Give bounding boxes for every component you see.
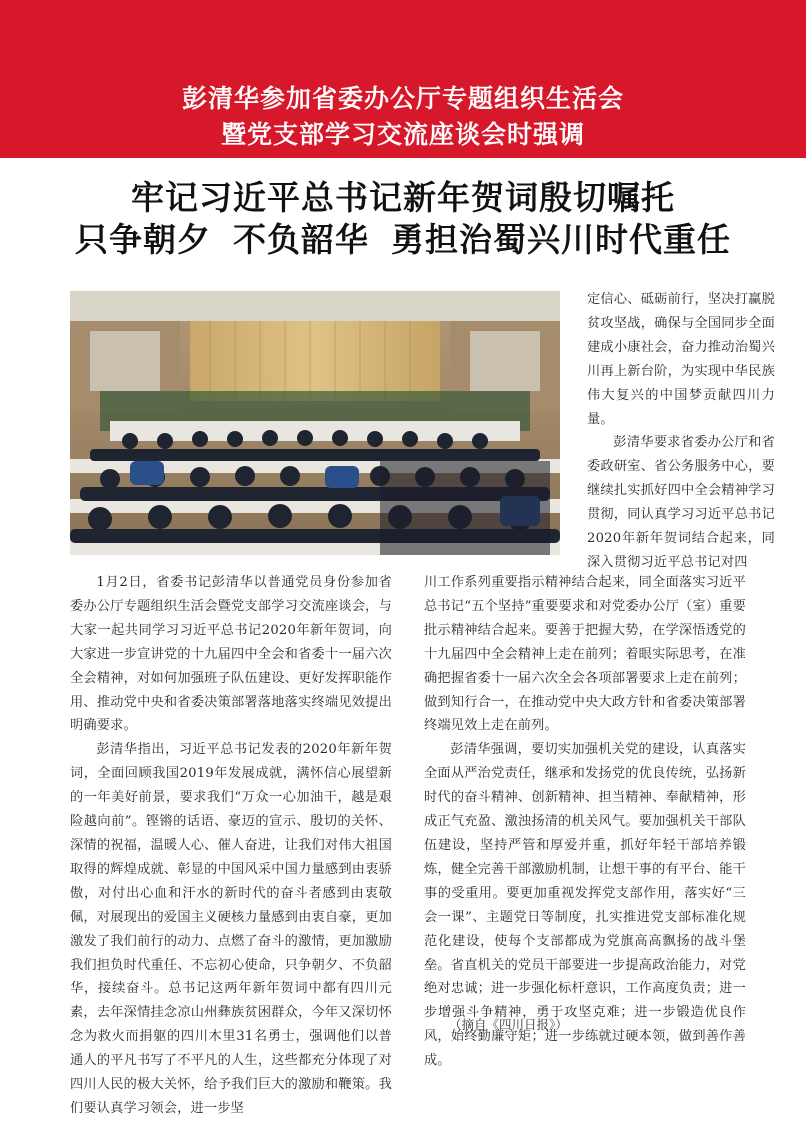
banner-title-line-2: 暨党支部学习交流座谈会时强调 — [220, 120, 585, 149]
article-paragraph: 1月2日，省委书记彭清华以普通党员身份参加省委办公厅专题组织生活会暨党支部学习交流座谈会，与大家一起共同学习习近平总书记2020年新年贺词，向大家进一步宣讲党的十九届四中全会和省委十一届六次全会精神，对如何加强班子队伍建设、更好发挥职能作用、推动党中央和省委决策部署落地落实终端见效提出明确要求。 — [70, 575, 392, 734]
title-banner — [0, 0, 806, 158]
article-column-right — [424, 571, 746, 1073]
banner-title-line-1: 彭清华参加省委办公厅专题组织生活会 — [181, 84, 624, 113]
article-paragraph: 彭清华要求省委办公厅和省委政研室、省公务服务中心，要继续扎实抓好四中全会精神学习贯彻，同认真学习习近平总书记2020年新年贺词结合起来，同深入贯彻习近平总书记对四 — [587, 435, 775, 570]
headline-line-2 — [0, 214, 806, 261]
article-column-top-right — [587, 288, 775, 575]
article-column-left — [70, 571, 392, 1121]
headline-line-1: 牢记习近平总书记新年贺词殷切嘱托 — [131, 178, 675, 217]
source-credit: （摘自《四川日报》） — [449, 1017, 568, 1032]
article-paragraph: 川工作系列重要指示精神结合起来，同全面落实习近平总书记“五个坚持”重要要求和对党委办公厅（室）重要批示精神结合起来。要善于把握大势，在学深悟透党的十九届四中全会精神上走在前列；着眼实际思考，在准确把握省委十一届六次全会各项部署要求上走在前列；做到知行合一，在推动党中央大政方针和省委决策部署终端见效上走在前列。 — [424, 575, 746, 734]
headline-phrase-2: 不负韶华 — [233, 220, 369, 259]
meeting-photo — [70, 291, 560, 555]
article-paragraph: 彭清华指出，习近平总书记发表的2020年新年贺词，全面回顾我国2019年发展成就，满怀信心展望新的一年美好前景，要求我们“万众一心加油干，越是艰险越向前”。铿锵的话语、豪迈的宣示、殷切的关怀、深情的祝福，温暖人心、催人奋进，让我们对伟大祖国取得的辉煌成就、彰显的中国风采中国力量感到由衷骄傲，对付出心血和汗水的新时代的奋斗者感到由衷敬佩，对展现出的爱国主义硬核力量感到由衷自豪，更加激发了我们前行的动力、点燃了奋斗的激情，更加激励我们担负时代重任、不忘初心使命，只争朝夕、不负韶华，接续奋斗。总书记这两年新年贺词中都有四川元素，去年深情挂念凉山州彝族贫困群众，今年又深切怀念为救火而捐躯的四川木里31名勇士，强调他们以普通人的平凡书写了不平凡的人生，这些都充分体现了对四川人民的极大关怀，给予我们巨大的激励和鞭策。我们要认真学习领会，进一步坚 — [70, 742, 392, 1116]
article-paragraph: 彭清华强调，要切实加强机关党的建设，认真落实全面从严治党责任，继承和发扬党的优良传统，弘扬新时代的奋斗精神、创新精神、担当精神、奉献精神，形成正气充盈、激浊扬清的机关风气。要加强机关干部队伍建设，坚持严管和厚爱并重，抓好年轻干部培养锻炼，健全完善干部激励机制，让想干事的有平台、能干事的受重用。要更加重视发挥党支部作用，落实好“三会一课”、主题党日等制度，扎实推进党支部标准化规范化建设，使每个支部都成为党旗高高飘扬的战斗堡垒。省直机关的党员干部要进一步提高政治能力，对党绝对忠诚；进一步强化标杆意识，工作高度负责；进一步增强斗争精神，勇于攻坚克难；进一步锻造优良作风，始终勤廉守矩；进一步练就过硬本领，做到善作善成。 — [424, 742, 746, 1069]
headline-phrase-3: 勇担治蜀兴川时代重任 — [391, 220, 731, 259]
article-paragraph: 定信心、砥砺前行，坚决打赢脱贫攻坚战，确保与全国同步全面建成小康社会，奋力推动治蜀兴川再上新台阶，为实现中华民族伟大复兴的中国梦贡献四川力量。 — [587, 292, 775, 427]
headline-phrase-1: 只争朝夕 — [75, 220, 211, 259]
